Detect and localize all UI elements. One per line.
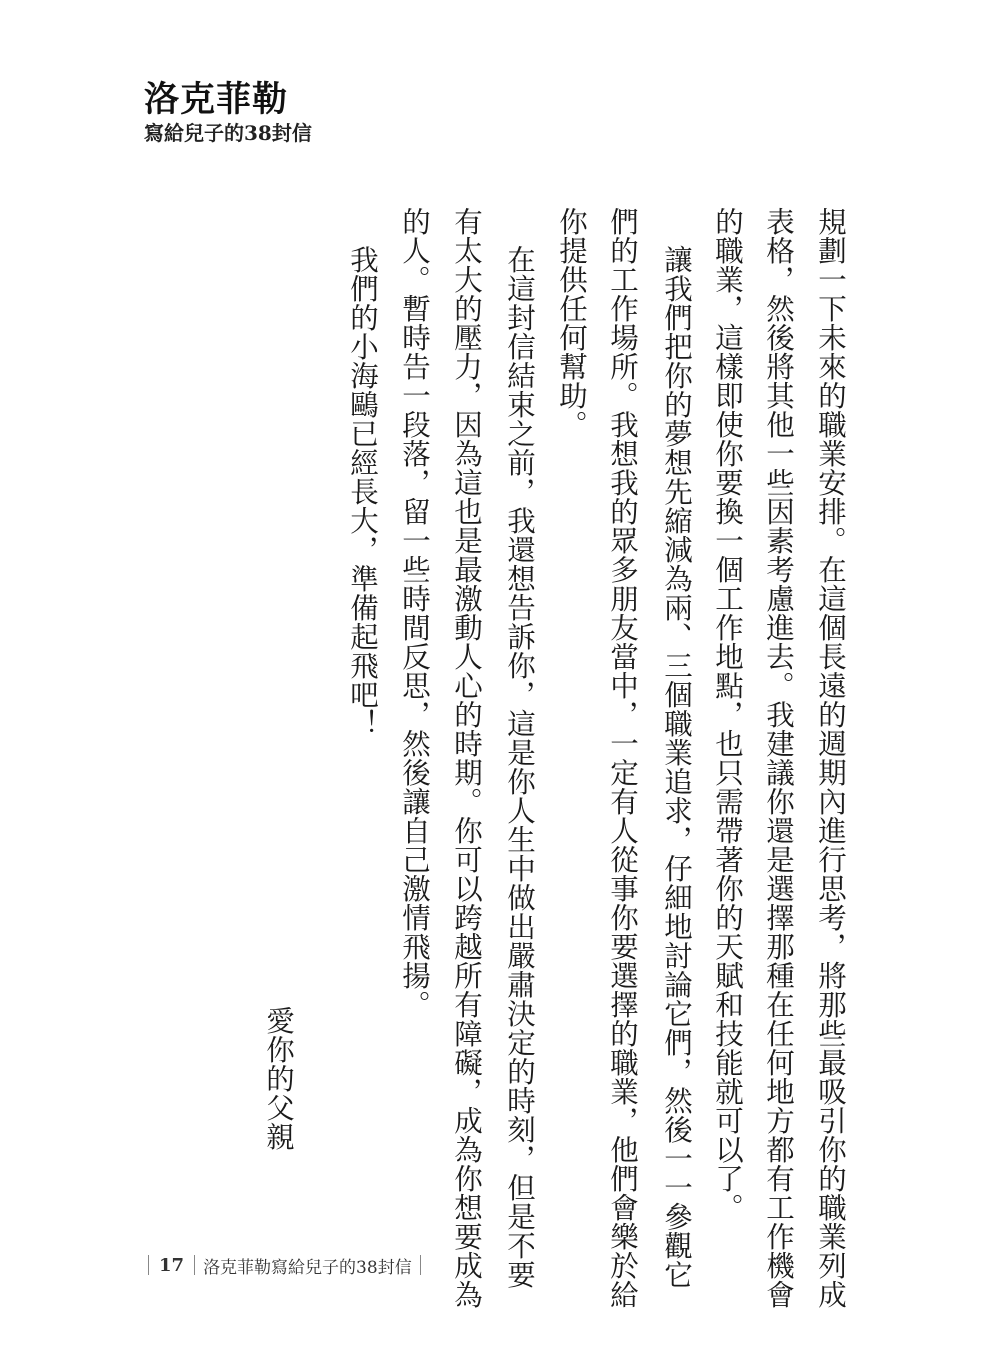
page-footer <box>148 1253 421 1277</box>
text-column-1: 規劃一下未來的職業安排。在這個長遠的週期內進行思考，將那些最吸引你的職業列成 <box>814 207 847 1309</box>
footer-book-title: 洛克菲勒寫給兒子的38封信 <box>203 1257 412 1278</box>
signature-line: 愛你的父親 <box>262 1006 295 1151</box>
text-column-6: 你提供任何幫助。 <box>555 207 588 439</box>
book-subtitle: 寫給兒子的38封信 <box>144 121 312 145</box>
page-number: 17 <box>159 1254 185 1276</box>
running-header <box>144 80 312 146</box>
text-column-10: 我們的小海鷗已經長大，準備起飛吧！ <box>346 245 379 738</box>
footer-divider-right <box>420 1255 421 1275</box>
text-column-9: 的人。暫時告一段落，留一些時間反思，然後讓自己激情飛揚。 <box>398 207 431 1019</box>
text-column-7: 在這封信結束之前，我還想告訴你，這是你人生中做出嚴肅決定的時刻，但是不要 <box>503 245 536 1289</box>
text-column-8: 有太大的壓力，因為這也是最激動人心的時期。你可以跨越所有障礙，成為你想要成為 <box>450 207 483 1309</box>
text-column-3: 的職業，這樣即使你要換一個工作地點，也只需帶著你的天賦和技能就可以了。 <box>711 207 744 1222</box>
footer-divider-left <box>148 1255 149 1275</box>
text-column-4: 讓我們把你的夢想先縮減為兩、三個職業追求，仔細地討論它們，然後一一參觀它 <box>660 245 693 1289</box>
text-column-5: 們的工作場所。我想我的眾多朋友當中，一定有人從事你要選擇的職業，他們會樂於給 <box>606 207 639 1309</box>
book-title: 洛克菲勒 <box>144 79 289 120</box>
footer-divider-middle <box>194 1255 195 1275</box>
text-column-2: 表格，然後將其他一些因素考慮進去。我建議你還是選擇那種在任何地方都有工作機會 <box>762 207 795 1309</box>
